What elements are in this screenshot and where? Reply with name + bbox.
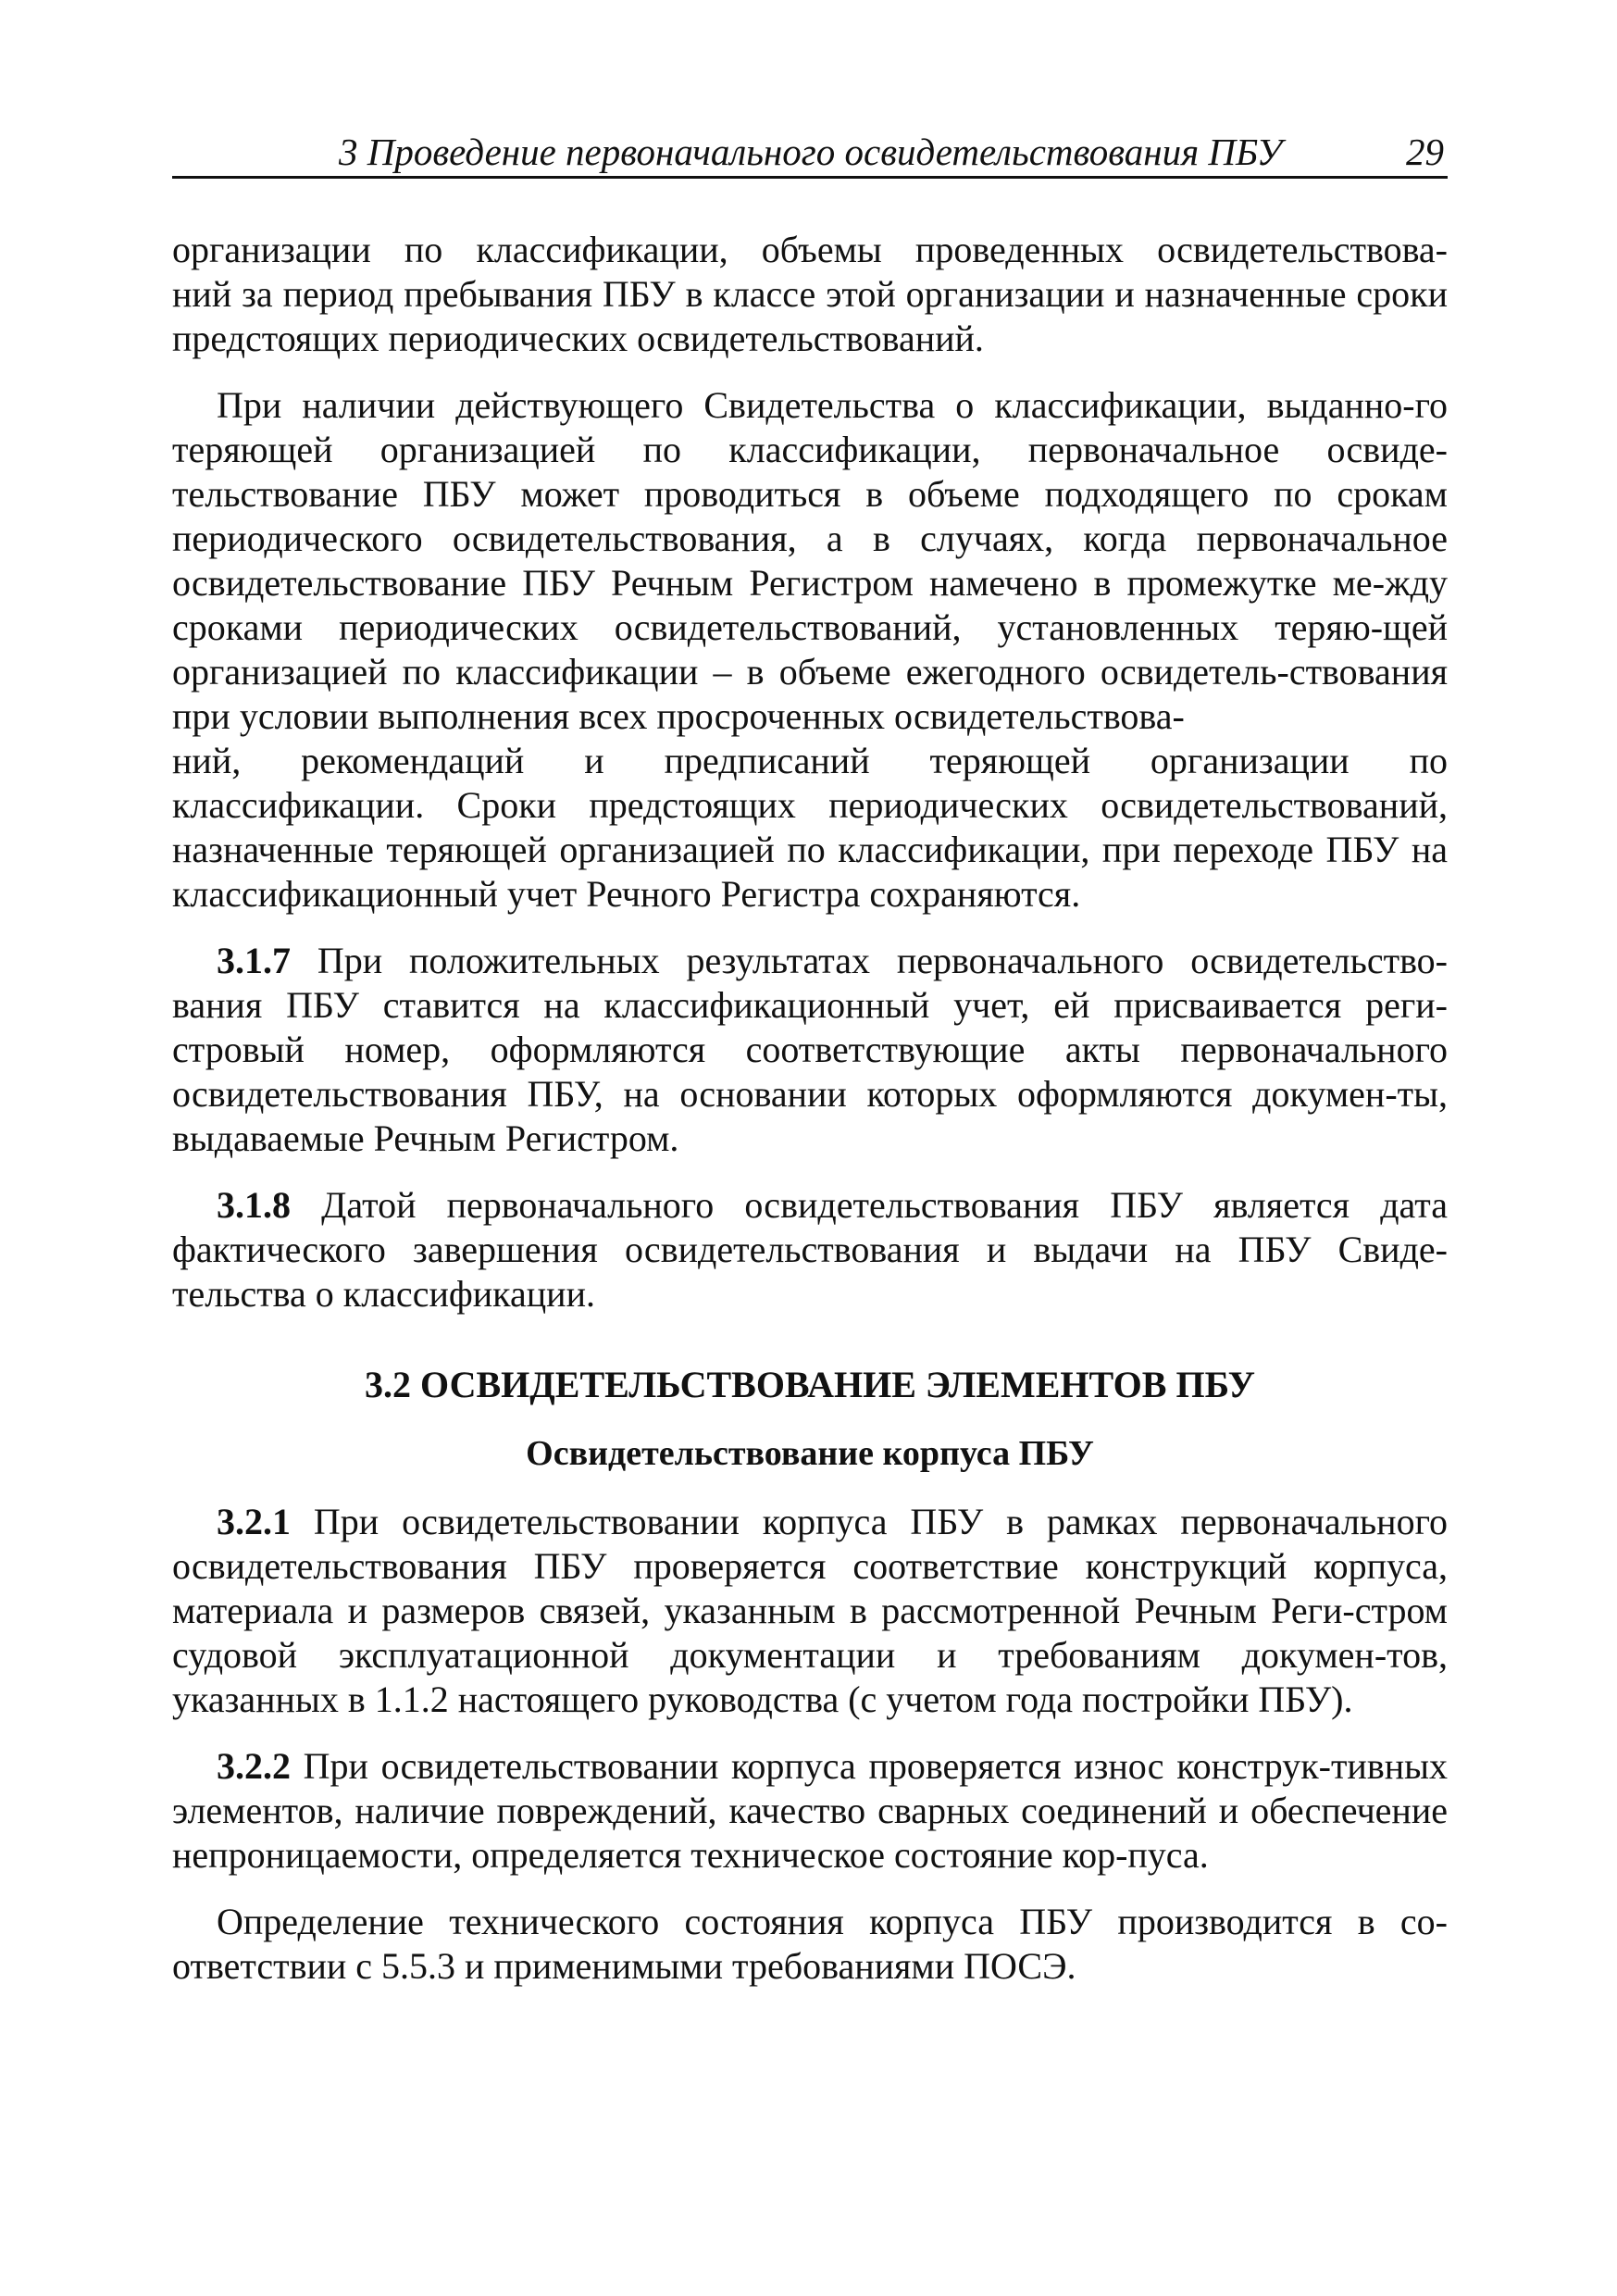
paragraph-continuation: ний за период пребывания ПБУ в классе этой организации и назначенные сроки предстоящих периодических освидетельствований.	[172, 273, 1448, 359]
paragraph-3-2-2	[172, 1744, 1448, 1878]
clause-number: 3.2.1	[217, 1501, 291, 1542]
paragraph-classification-certificate: При наличии действующего Свидетельства о классификации, выданно-го теряющей организацией по классификации, первоначальное освиде-тельствование ПБУ может проводиться в объеме подходящего по срокам периодического освидетельствования, а в случаях, когда первоначальное освидетельствование ПБУ Речным Регистром намечено в промежутке ме-жду сроками периодических освидетельствований, установленных теряю-щей организацией по классификации – в объеме ежегодного освидетель-ствования при условии выполнения всех просроченных освидетельствова-	[172, 384, 1448, 737]
page-number: 29	[1406, 131, 1444, 173]
paragraph-3-1-8	[172, 1183, 1448, 1316]
clause-number: 3.1.7	[217, 940, 291, 981]
body-text	[172, 228, 1448, 2011]
section-heading: 3.2 ОСВИДЕТЕЛЬСТВОВАНИЕ ЭЛЕМЕНТОВ ПБУ	[365, 1364, 1255, 1405]
clause-text: Датой первоначального освидетельствования ПБУ является дата фактического завершения освидетельствования и выдачи на ПБУ Свиде-тельства о классификации.	[172, 1184, 1448, 1315]
running-header	[172, 128, 1448, 179]
paragraph-classification-certificate-end: классификации. Сроки предстоящих периодических освидетельствований, назначенные теряющей организацией по классификации, при переходе ПБУ на классификационный учет Речного Регистра сохраняются.	[172, 784, 1448, 915]
clause-number: 3.2.2	[217, 1745, 291, 1787]
paragraph-classification-certificate-line: ний, рекомендаций и предписаний теряющей организации по	[172, 740, 1448, 781]
paragraph-technical-condition: Определение технического состояния корпуса ПБУ производится в со-ответствии с 5.5.3 и применимыми требованиями ПОСЭ.	[172, 1901, 1448, 1987]
clause-text: При освидетельствовании корпуса ПБУ в рамках первоначального освидетельствования ПБУ проверяется соответствие конструкций корпуса, материала и размеров связей, указанным в рассмотренной Речным Реги-стром судовой эксплуатационной документации и требованиям докумен-тов, указанных в 1.1.2 настоящего руководства (с учетом года постройки ПБУ).	[172, 1501, 1448, 1720]
clause-text: При освидетельствовании корпуса проверяется износ конструк-тивных элементов, наличие повреждений, качество сварных соединений и обеспечение непроницаемости, определяется техническое состояние кор-пуса.	[172, 1745, 1448, 1876]
clause-text: При положительных результатах первоначального освидетельство-вания ПБУ ставится на классификационный учет, ей присваивается реги-стровый номер, оформляются соответствующие акты первоначального освидетельствования ПБУ, на основании которых оформляются докумен-ты, выдаваемые Речным Регистром.	[172, 940, 1448, 1159]
clause-number: 3.1.8	[217, 1184, 291, 1226]
paragraph-continuation-line: организации по классификации, объемы проведенных освидетельствова-	[172, 229, 1448, 270]
document-page	[172, 0, 1448, 2296]
paragraph-3-2-1	[172, 1500, 1448, 1722]
running-header-title: 3 Проведение первоначального освидетельствования ПБУ	[339, 131, 1283, 173]
paragraph-3-1-7	[172, 939, 1448, 1161]
subsection-heading: Освидетельствование корпуса ПБУ	[526, 1434, 1094, 1473]
